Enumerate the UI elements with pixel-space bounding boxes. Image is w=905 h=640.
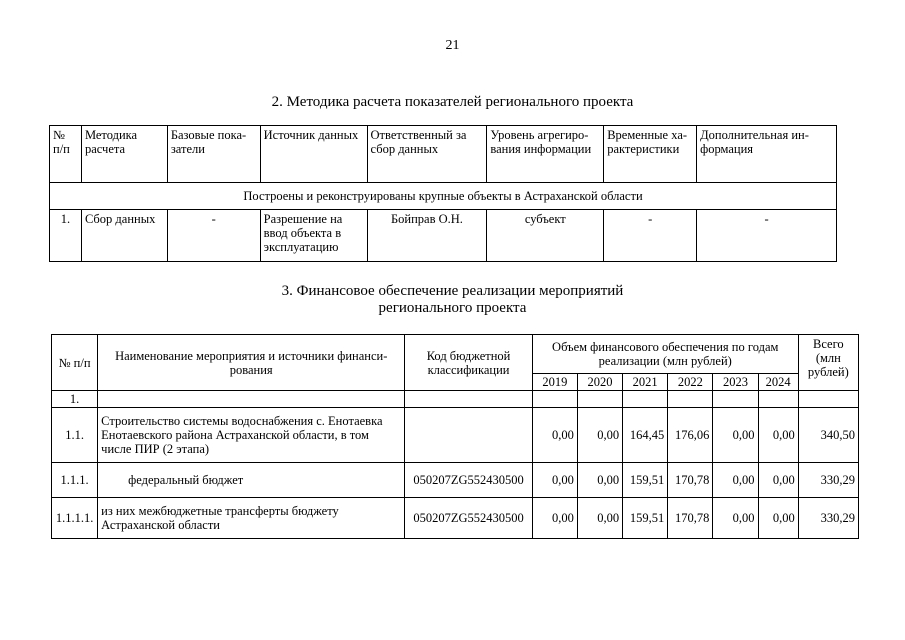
header-cell: Уровень агрегиро-вания информации [487,126,604,183]
header-cell: Базовые пока-затели [167,126,260,183]
row-code: 050207ZG552430500 [405,463,532,498]
row-value: 164,45 [623,408,668,463]
row-value: 0,00 [577,498,622,539]
row-value: 0,00 [532,463,577,498]
row-value: 0,00 [532,408,577,463]
row-value: 0,00 [713,408,758,463]
row-value: 170,78 [668,498,713,539]
row-num: 1.1.1.1. [52,498,98,539]
header-cell: Источник данных [260,126,367,183]
row-name: из них межбюджетные трансферты бюджету Астраханской области [98,498,405,539]
year-cell: 2019 [532,374,577,391]
index-cell: 1. [52,391,98,408]
table-cell: Бойправ О.Н. [367,210,487,262]
methodology-table [49,125,837,262]
header-volume: Объем финансового обеспечения по годам реализации (млн рублей) [532,335,798,374]
section-2-title: 2. Методика расчета показателей регионального проекта [271,94,634,110]
empty-cell [798,391,858,408]
financing-table [51,334,859,539]
table-row [50,210,837,262]
row-value: 159,51 [623,498,668,539]
table-row [52,498,859,539]
year-cell: 2020 [577,374,622,391]
row-total: 340,50 [798,408,858,463]
row-code: 050207ZG552430500 [405,498,532,539]
header-cell: Дополнительная ин-формация [697,126,837,183]
row-value: 0,00 [577,408,622,463]
row-total: 330,29 [798,463,858,498]
table-cell: - [697,210,837,262]
row-value: 0,00 [758,408,798,463]
table-cell: субъект [487,210,604,262]
row-name: федеральный бюджет [98,463,405,498]
empty-cell [713,391,758,408]
empty-cell [623,391,668,408]
page-number: 21 [445,38,460,53]
year-cell: 2023 [713,374,758,391]
row-value: 170,78 [668,463,713,498]
header-cell: № п/п [50,126,82,183]
section-3-title [0,283,905,317]
header-total: Всего (млн рублей) [798,335,858,391]
row-value: 176,06 [668,408,713,463]
row-value: 0,00 [713,498,758,539]
header-cell: Методика расчета [81,126,167,183]
row-total: 330,29 [798,498,858,539]
empty-cell [577,391,622,408]
table-row [52,408,859,463]
row-value: 0,00 [577,463,622,498]
header-cell: Ответственный за сбор данных [367,126,487,183]
table-header-row [50,126,837,183]
year-cell: 2024 [758,374,798,391]
row-value: 159,51 [623,463,668,498]
year-cell: 2022 [668,374,713,391]
header-name: Наименование мероприятия и источники финанси-рования [98,335,405,391]
section-3-title-line2: регионального проекта [378,300,527,316]
row-value: 0,00 [758,498,798,539]
row-value: 0,00 [713,463,758,498]
empty-cell [532,391,577,408]
row-num: 1.1.1. [52,463,98,498]
header-code: Код бюджетной классификации [405,335,532,391]
table-header-row [52,335,859,374]
row-code [405,408,532,463]
table-cell: Разрешение на ввод объекта в эксплуатацию [260,210,367,262]
group-row-label: Построены и реконструированы крупные объекты в Астраханской области [50,183,837,210]
empty-cell [98,391,405,408]
row-value: 0,00 [758,463,798,498]
empty-cell [405,391,532,408]
header-cell: Временные ха-рактеристики [604,126,697,183]
table-cell: - [167,210,260,262]
row-num: 1.1. [52,408,98,463]
section-3-title-line1: 3. Финансовое обеспечение реализации мероприятий [281,283,624,299]
empty-cell [668,391,713,408]
row-value: 0,00 [532,498,577,539]
year-cell: 2021 [623,374,668,391]
index-row [52,391,859,408]
empty-cell [758,391,798,408]
header-num: № п/п [52,335,98,391]
table-cell: 1. [50,210,82,262]
table-cell: Сбор данных [81,210,167,262]
table-row [52,463,859,498]
row-name: Строительство системы водоснабжения с. Енотаевка Енотаевского района Астраханской области, в том числе ПИР (2 этапа) [98,408,405,463]
group-row [50,183,837,210]
table-cell: - [604,210,697,262]
